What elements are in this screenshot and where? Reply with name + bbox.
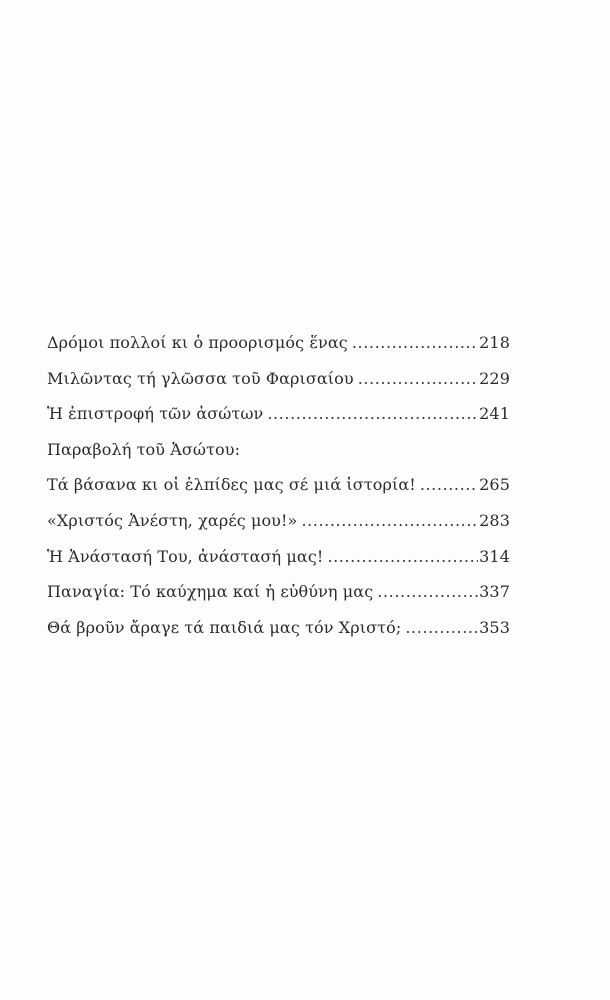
toc-entry-heading: Παραβολή τοῦ Ἀσώτου: (47, 439, 241, 459)
toc-entry (47, 467, 510, 503)
toc-leader-dots (267, 396, 478, 432)
toc-leader-dots (358, 361, 478, 397)
toc-entry-title: Ἡ Ἀνάστασή Του, ἀνάστασή μας! (47, 546, 324, 566)
toc-entry-title: Δρόμοι πολλοί κι ὁ προορισμός ἕνας (47, 333, 348, 352)
toc-entry-title: Θά βροῦν ἄραγε τά παιδιά μας τόν Χριστό; (47, 617, 402, 637)
toc-entry (47, 503, 510, 539)
toc-page-number: 229 (479, 368, 510, 388)
toc-entry-title: Μιλῶντας τή γλῶσσα τοῦ Φαρισαίου (47, 368, 354, 388)
toc-leader-dots (301, 503, 478, 539)
toc-entry (47, 396, 510, 432)
toc-entry-title: Τά βάσανα κι οἱ ἐλπίδες μας σέ μιά ἱστορία! (47, 475, 416, 495)
toc-leader-dots (352, 325, 478, 361)
toc-entry (47, 539, 510, 575)
toc-page-number: 241 (479, 404, 510, 424)
toc-page-number: 353 (479, 617, 510, 637)
toc-leader-dots (405, 610, 478, 646)
toc-leader-dots (377, 574, 478, 610)
toc-page-number: 314 (479, 546, 510, 566)
toc-page-number: 337 (479, 582, 510, 602)
toc-entry-title: Παναγία: Τό καύχημα καί ἡ εὐθύνη μας (47, 582, 374, 602)
toc-leader-dots (327, 539, 478, 575)
toc-leader-dots (420, 467, 478, 503)
toc-page-number: 283 (479, 510, 510, 530)
toc-entry (47, 574, 510, 610)
toc-entry (47, 325, 510, 361)
toc-page-number: 265 (479, 475, 510, 495)
toc-page-number: 218 (479, 333, 510, 352)
toc-entry-title: Ἡ ἐπιστροφή τῶν ἀσώτων (47, 404, 264, 424)
toc-entry (47, 361, 510, 397)
table-of-contents (47, 325, 510, 645)
toc-entry-title: «Χριστός Ἀνέστη, χαρές μου!» (47, 510, 298, 530)
toc-entry (47, 610, 510, 646)
